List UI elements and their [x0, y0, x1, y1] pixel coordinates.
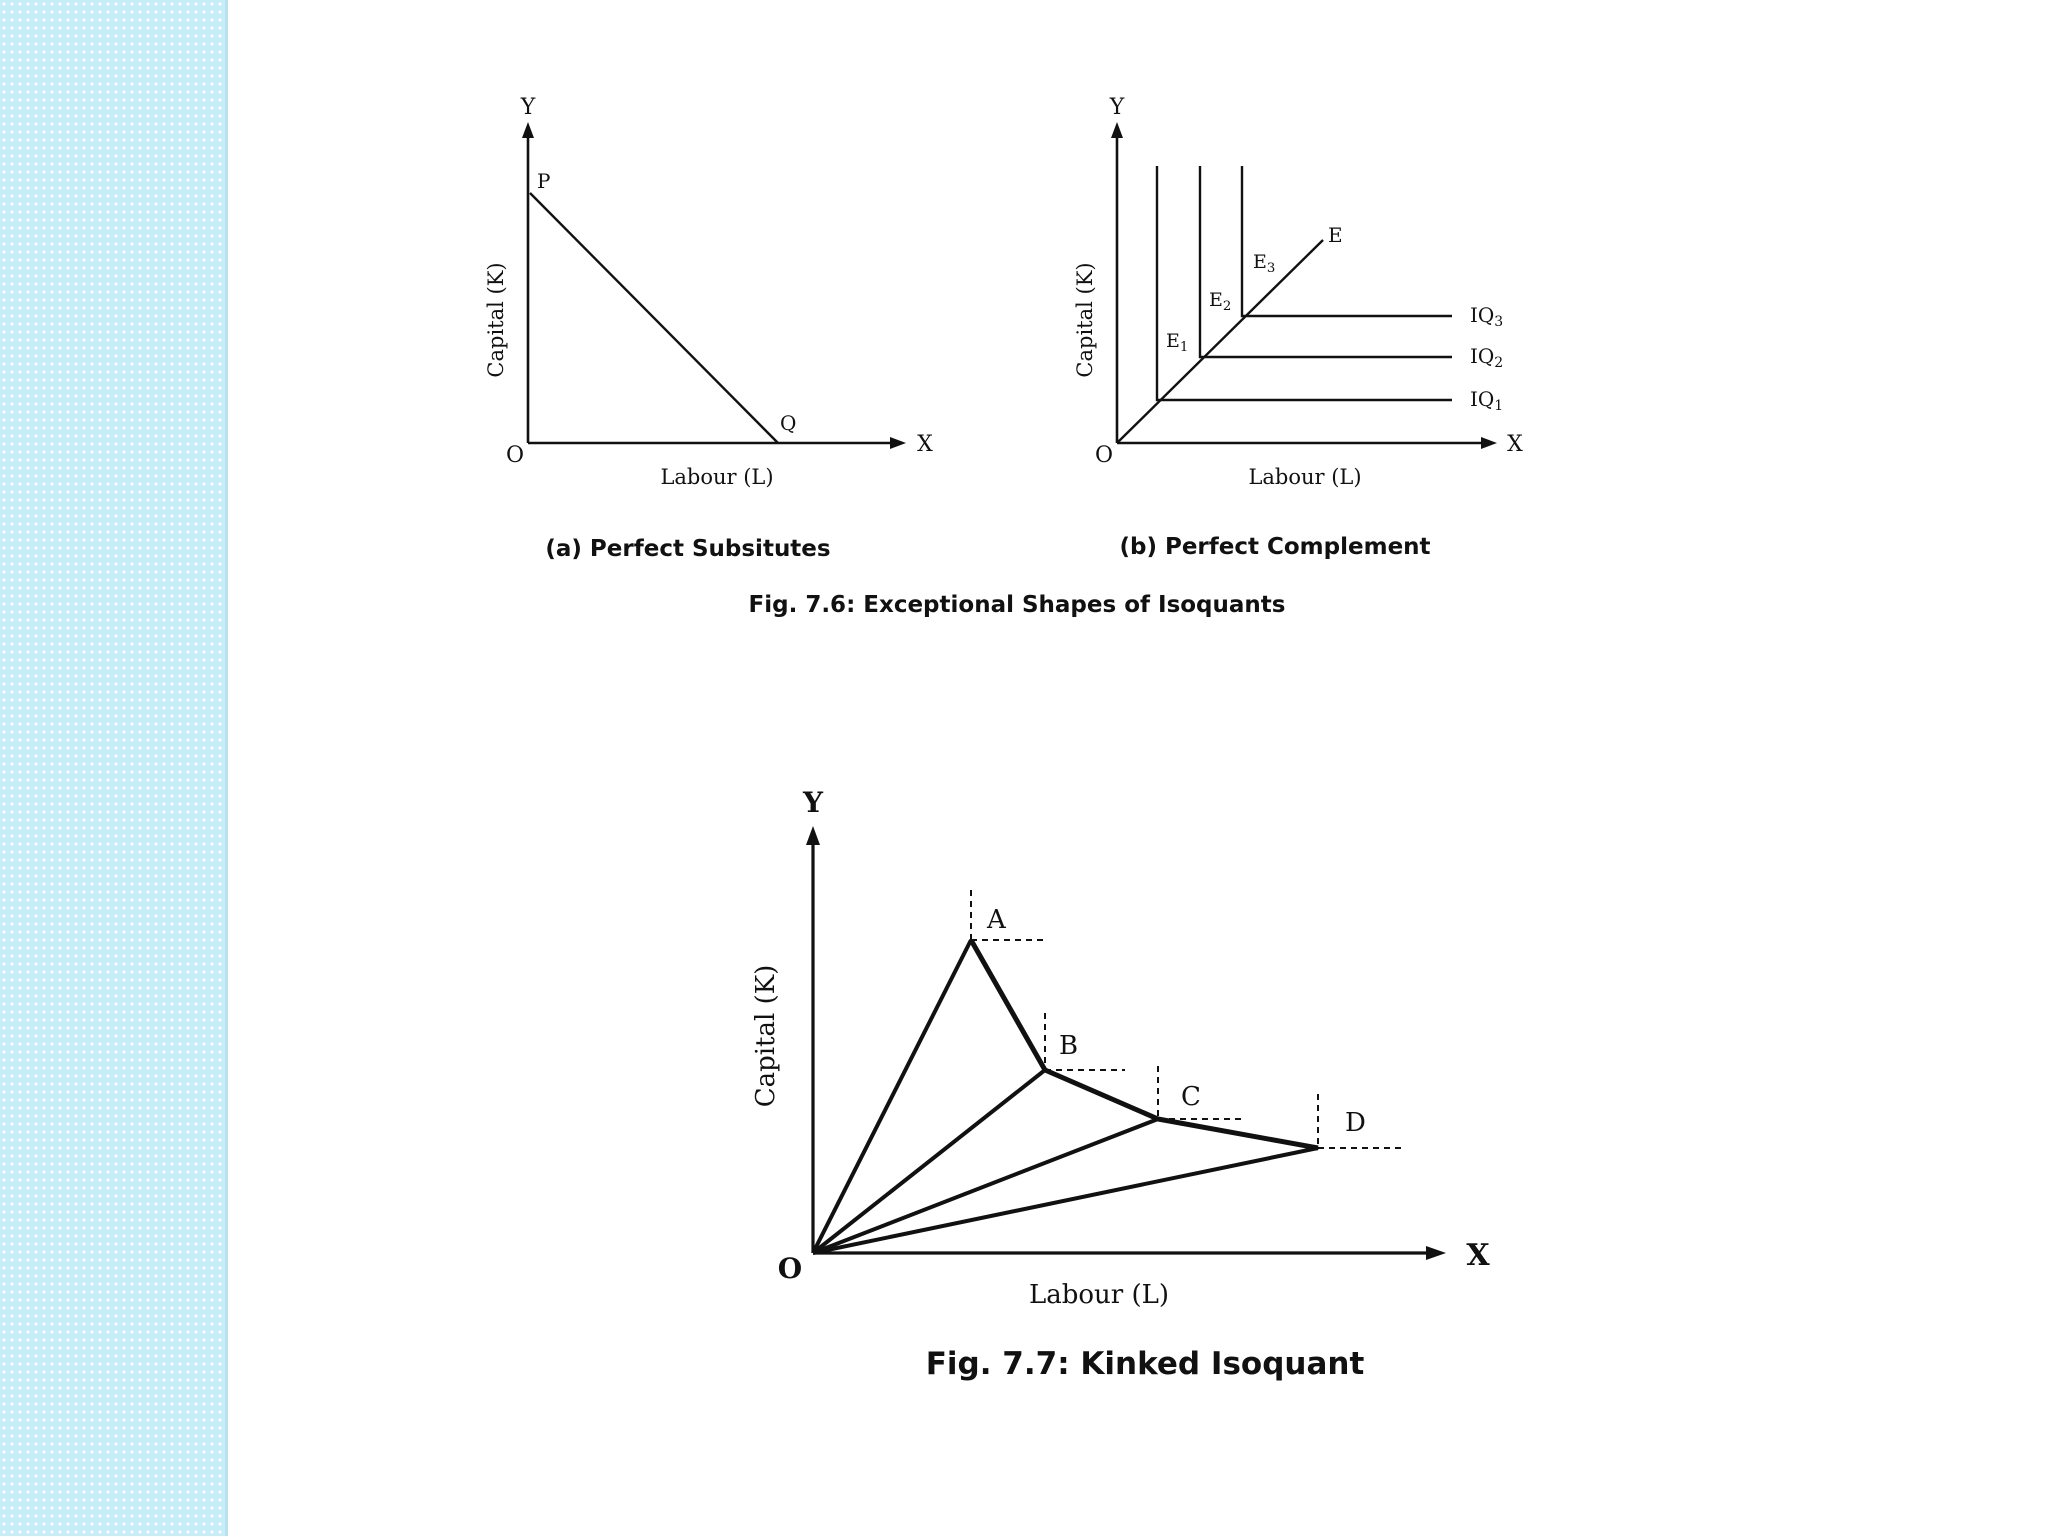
fig77-ray-c [813, 1119, 1158, 1253]
panel-b-label-iq2: $IQ_2$ [1470, 344, 1504, 371]
panel-b-y-label: Y [1109, 95, 1125, 120]
fig77-x-label: X [1466, 1238, 1490, 1273]
fig77-x-arrow [1426, 1246, 1446, 1260]
kinked-isoquant-diagram [751, 786, 1490, 1382]
panel-b-x-arrow [1481, 437, 1497, 449]
panel-b-isoquant-iq2 [1200, 166, 1452, 357]
panel-a-point-q: Q [780, 411, 797, 435]
fig77-ylabel: Capital (K) [751, 964, 781, 1108]
fig77-caption: Fig. 7.7: Kinked Isoquant [925, 1346, 1365, 1382]
panel-b-point-e1: $E_1$ [1166, 330, 1189, 355]
fig77-kinked-isoquant [971, 940, 1318, 1148]
panel-a-xlabel: Labour (L) [660, 465, 774, 489]
panel-b-x-label: X [1507, 432, 1523, 457]
fig77-y-label: Y [803, 786, 823, 819]
panel-b-perfect-complement [1073, 95, 1523, 560]
fig77-point-c: C [1181, 1082, 1201, 1112]
fig77-ray-b [813, 1070, 1045, 1253]
panel-a-x-label: X [917, 432, 933, 457]
panel-a-y-label: Y [520, 95, 536, 120]
panel-b-label-iq1: $IQ_1$ [1470, 387, 1504, 414]
fig77-point-d: D [1345, 1108, 1366, 1138]
fig77-y-arrow [806, 826, 820, 845]
fig77-point-b: B [1059, 1031, 1079, 1061]
panel-b-origin: O [1094, 443, 1114, 468]
panel-b-caption: (b) Perfect Complement [1119, 534, 1431, 560]
panel-b-isoquant-iq1 [1157, 166, 1452, 400]
panel-a-x-arrow [890, 437, 906, 449]
panel-a-origin: O [505, 443, 525, 468]
panel-a-point-p: P [537, 169, 551, 193]
panel-b-y-arrow [1111, 122, 1123, 138]
panel-b-ray-label: E [1328, 223, 1343, 247]
panel-a-perfect-substitutes [484, 95, 933, 562]
panel-a-caption: (a) Perfect Subsitutes [545, 536, 831, 562]
panel-a-isoquant-line [530, 193, 778, 443]
panel-b-expansion-ray [1117, 240, 1323, 443]
panel-b-isoquant-iq3 [1242, 166, 1452, 316]
fig76-caption: Fig. 7.6: Exceptional Shapes of Isoquants [748, 592, 1286, 618]
panel-b-label-iq3: $IQ_3$ [1470, 303, 1504, 330]
fig77-xlabel: Labour (L) [1028, 1280, 1170, 1310]
panel-b-point-e2: $E_2$ [1209, 289, 1232, 314]
panel-a-ylabel: Capital (K) [484, 262, 508, 378]
panel-b-xlabel: Labour (L) [1248, 465, 1362, 489]
fig77-point-a: A [987, 905, 1006, 935]
fig77-ray-a [813, 940, 971, 1253]
panel-b-ylabel: Capital (K) [1073, 262, 1097, 378]
panel-b-point-e3: $E_3$ [1253, 251, 1276, 276]
panel-a-y-arrow [522, 122, 534, 138]
fig77-origin: O [777, 1252, 803, 1285]
fig77-ray-d [813, 1148, 1318, 1253]
